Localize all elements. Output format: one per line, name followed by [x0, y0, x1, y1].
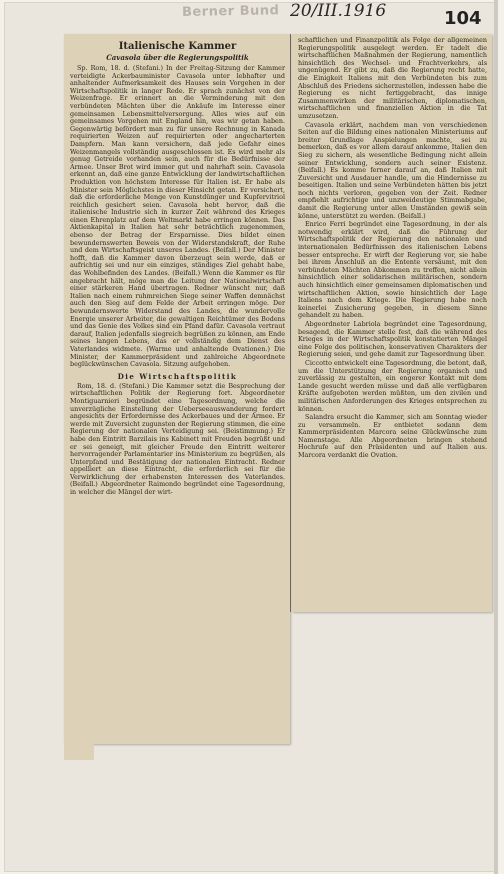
clipping-left-column [64, 34, 290, 744]
paragraph: schaftlichen und Finanzpolitik als Folge der allgemeinen Regierungspolitik ausgelegt werden. Er tadelt die wirtschaftlichen Maßnahmen der Regierung, namentlich hinsichtlich des Wechsel- und Frachtverkehrs, als ungenügend. Er gibt zu, daß die Regierung recht hatte, die Einigkeit Italiens mit den Verbündeten bis zum Abschluß des Friedens sicherzustellen, indessen habe die Regierung es nicht fertiggebracht, das innige Zusammenwirken der militärischen, diplomatischen, wirtschaftlichen und finanziellen Aktion in die Tat umzusetzen. [298, 36, 487, 120]
section-title: Die Wirtschaftspolitik [117, 371, 238, 381]
mount-edge [494, 0, 498, 874]
paragraph: Enrico Ferri begründet eine Tagesordnung, in der als notwendig erklärt wird, daß die Führung der Wirtschaftspolitik der Regierung den nationalen und internationalen Bedürfnissen des italienischen Lebens besser entspreche. Er wirft der Regierung vor, sie habe bei ihrem Anschluß an die Entente versäumt, mit den verbündeten Mächten Abkommen zu treffen, nicht allein hinsichtlich einer solidarischen militärischen, sondern auch hinsichtlich einer gemeinsamen diplomatischen und wirtschaftlichen Aktion, sowie hinsichtlich der Lage Italiens nach dem Kriege. Die Regierung habe noch keinerlei Zusicherung gegeben, in diesem Sinne gehandelt zu haben. [298, 220, 487, 320]
clipping-torn-edge [64, 744, 94, 760]
page-number: 104 [444, 8, 482, 29]
article-headline: Italienische Kammer [118, 41, 237, 52]
newspaper-source-stamp: Berner Bund [181, 3, 280, 20]
archive-sheet [4, 2, 498, 872]
paragraph: Abgeordneter Labriola begründet eine Tagesordnung, besagend, die Kammer stelle fest, daß die während des Krieges in der Wirtschaftspolitik konstatierten Mängel eine Folge des politischen, konservativen Charakters der Regierung seien, und gehe damit zur Tagesordnung über. [298, 319, 487, 359]
paragraph: Sp. Rom, 18. d. (Stefani.) In der Freitag-Sitzung der Kammer verteidigte Ackerbauminister Cavasola unter lebhafter und anhaltender Aufmerksamkeit des Hauses sein Vorgehen in der Wirtschaftspolitik in langer Rede. Er sprach zunächst von der Weizenfrage. Er erinnert an die Verminderung mit den verbündeten Mächten über die Ankäufe im Interesse einer gemeinsamen Lebensmittelversorgung. Alles wies auf ein gemeinsames Vorgehen mit England hin, was wir getan haben. Gegenwärtig befördert man zu für unsere Rechnung in Kanada requirierten Weizen auf requirierten oder angecharterten Dampfern. Man kann versichern, daß jede Gefahr eines Weizenmangels vollständig ausgeschlossen ist. Es wird mehr als genug Getreide vorhanden sein, auch für die Bedürfnisse der Armee. Unser Brot wird immer gut und nahrhaft sein. Cavasola erkennt an, daß eine ganze Entwicklung der landwirtschaftlichen Produktion von höchstem Interesse für Italien ist. Er habe als Minister sein Möglichstes in dieser Hinsicht getan. Er versichert, daß die erforderliche Menge von Kunstdünger und Kupfervitriol reichlich gesichert seien. Cavasola hebt hervor, daß die italienische Industrie sich in kurzer Zeit während des Krieges einen Ehrenplatz auf dem Weltmarkt habe erringen können. Das Aktienkapital in Italien hat sehr beträchtlich zugenommen, ebenso der Betrag der Ersparnisse. Dies bildet einen bewundernswerten Beweis von der Widerstandskraft, der Ruhe und dem Wirtschaftsgeist unseres Landes. (Beifall.) Der Minister hofft, daß die Kammer davon überzeugt sein werde, daß er aufrichtig sei und nur ein einziges, ständiges Ziel gehabt habe, das Wohlbefinden des Landes. (Beifall.) Wenn die Kammer es für angebracht hält, möge man die Leitung der Nationalwirtschaft einer stärkeren Hand übertragen. Redner wünscht nur, daß Italien nach einem ruhmreichen Siege seiner Waffen demnächst auch den Sieg auf dem Felde der Arbeit erringen möge. Der bewundernswerte Widerstand des Landes, die wundervolle Energie unserer Arbeiter, die gewaltigen Reichtümer des Bodens und das Genie des Volkes sind ein Pfand dafür. Cavasola vertraut darauf, Italien jedenfalls siegreich begrüßen zu können, am Ende seines langen Lebens, das er vollständig dem Dienst des Vaterlandes widmete. (Warme und anhaltende Ovationen.) Die Minister, der Kammerpräsident und zahlreiche Abgeordnete beglückwünschen Cavasola. Sitzung aufgehoben. [70, 64, 285, 369]
clipping-right-column [292, 34, 492, 612]
paragraph: Ciccotto entwickelt eine Tagesordnung, die betont, daß, um die Unterstützung der Regierung organisch und zuverlässig zu gestalten, ein engerer Kontakt mit dem Lande gesucht werden müsse und daß alle verfügbaren Kräfte aufgeboten werden müßten, um den zivilen und militärischen Anforderungen des Krieges entsprechen zu können. [298, 358, 487, 413]
paragraph: Cavasola erklärt, nachdem man von verschiedenen Seiten auf die Bildung eines nationalen Ministeriums auf breiter Grundlage Anspielungen machte, sei zu bemerken, daß es vor allem darauf ankomme, Italien den Sieg zu sichern, als wesentliche Bedingung nicht allein seiner Entwicklung, sondern auch seiner Existenz. (Beifall.) Es komme ferner darauf an, daß Italien mit Zuversicht und Ausdauer handle, um die Hindernisse zu beseitigen. Italien und seine Verbündeten hätten bis jetzt noch nichts verloren, gegeben von der Zeit. Redner empfiehlt aufrichtige und unzweideutige Stimmabgabe, damit die Regierung unter allen Umständen gewiß sein könne, unterstützt zu werden. (Beifall.) [298, 120, 487, 220]
column-right [292, 34, 492, 460]
paragraph: Salandra ersucht die Kammer, sich am Sonntag wieder zu versammeln. Er entbietet sodann dem Kammerpräsidenten Marcora seine Glückwünsche zum Namenstage. Alle Abgeordneten bringen stehend Hochrufe auf den Präsidenten und auf Italien aus. Marcora verdankt die Ovation. [298, 413, 487, 460]
article-subhead: Cavasola über die Regierungspolitik [106, 53, 249, 62]
column-left [64, 34, 290, 497]
paragraph: Rom, 18. d. (Stefani.) Die Kammer setzt die Besprechung der wirtschaftlichen Politik der Regierung fort. Abgeordneter Montiguarnieri begründet eine Tagesordnung, welche die unverzügliche Einstellung der Ueberseeauswanderung fordert angesichts der Erfordernisse des Ackerbaues und der Armee. Er werde mit Zuversicht zugunsten der Regierung stimmen, die eine Regierung der nationalen Verteidigung sei. (Beistimmung.) Er habe den Eintritt Barzilais ins Kabinett mit Freuden begrüßt und er sei geneigt, mit gleicher Freude den Eintritt weiterer hervorragender Parlamentarier ins Ministerium zu begrüßen, als Unterpfand und Bestätigung der nationalen Eintracht. Redner appelliert an diese Eintracht, die erforderlich sei für die Verwirklichung der erhabensten Interessen des Vaterlandes. (Beifall.) Abgeordneter Raimondo begründet eine Tagesordnung, in welcher die Mängel der wirt- [70, 381, 285, 497]
handwritten-date: 20/III.1916 [290, 1, 387, 21]
column-divider [290, 34, 291, 612]
